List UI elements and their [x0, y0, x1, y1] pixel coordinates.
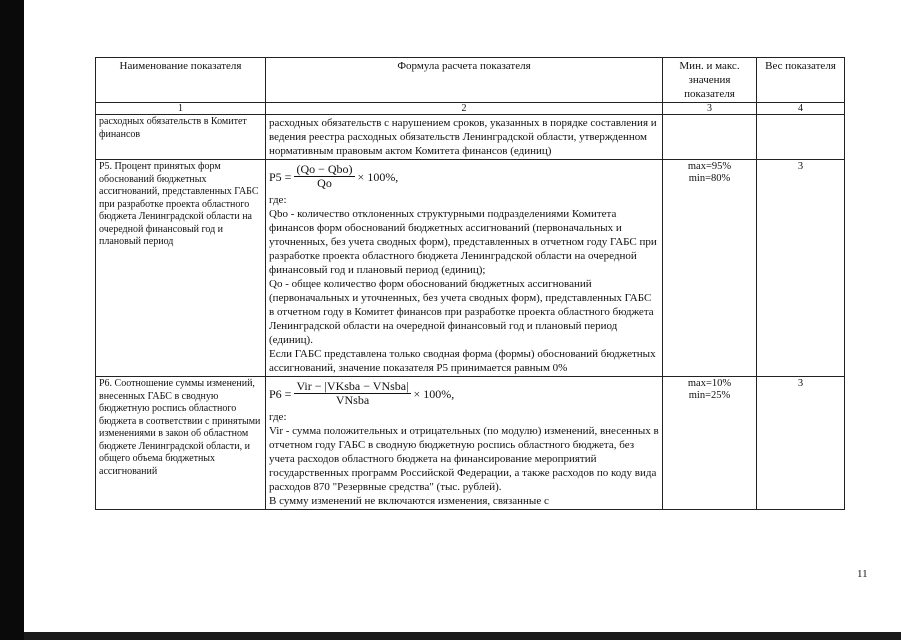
p5-formula-cell	[266, 160, 663, 377]
header-weight: Вес показателя	[757, 58, 845, 103]
header-formula: Формула расчета показателя	[266, 58, 663, 103]
col-num-4: 4	[757, 103, 845, 115]
p5-minmax	[663, 160, 757, 377]
p6-def-cont: В сумму изменений не включаются изменения, связанные с	[269, 495, 549, 507]
p5-def-qo: Qo - общее количество форм обоснований бюджетных ассигнований (первоначальных и уточненных, без учета сводных форм), представленных ГАБС в отчетном году в Комитет финансов при разработке проекта областного бюджета Ленинградской области на очередной финансовый год и плановый период (единиц).	[269, 278, 654, 346]
indicators-table	[95, 57, 845, 510]
p6-formula	[269, 380, 659, 407]
p5-where: где:	[269, 194, 287, 206]
p6-weight: 3	[757, 377, 845, 510]
col-num-1: 1	[96, 103, 266, 115]
p5-numerator: (Qo − Qbo)	[296, 162, 353, 176]
p6-name: Р6. Соотношение суммы изменений, внесенных ГАБС в сводную бюджетную роспись областного бюджета в соответствии с принятыми изменениями в закон об областном бюджете Ленинградской области, и общего объема бюджетных ассигнований	[96, 377, 266, 510]
p6-min: min=25%	[688, 390, 731, 401]
table-row	[96, 115, 845, 160]
p5-denominator: Qo	[317, 176, 332, 190]
scan-edge-left	[0, 0, 24, 640]
p6-formula-lhs: P6 =	[269, 386, 292, 401]
p6-formula-cell	[266, 377, 663, 510]
col-num-3: 3	[663, 103, 757, 115]
page-number: 11	[857, 568, 868, 580]
p5-formula	[269, 163, 659, 190]
p6-max: max=10%	[687, 378, 732, 389]
p5-max: max=95%	[687, 161, 732, 172]
table-row	[96, 160, 845, 377]
p5-formula-lhs: P5 =	[269, 169, 292, 184]
p6-denominator: VNsba	[335, 393, 370, 407]
p6-minmax	[663, 377, 757, 510]
row-cont-formula: расходных обязательств с нарушением сроков, указанных в порядке составления и ведения реестра расходных обязательств Ленинградской области, утвержденном нормативным правовым актом Комитета финансов (единиц)	[266, 115, 663, 160]
p6-def-vir: Vir - сумма положительных и отрицательных (по модулю) изменений, внесенных в отчетном году ГАБС в сводную бюджетную роспись областного бюджета, без учета расходов областного бюджета на финансирование мероприятий государственных программ Российской Федерации, а также расходов по коду вида расходов 870 "Резервные средства" (тыс. рублей).	[269, 425, 659, 493]
scan-edge-bottom	[24, 632, 901, 640]
table-row	[96, 377, 845, 510]
p6-where: где:	[269, 411, 287, 423]
header-row	[96, 58, 845, 103]
p5-note: Если ГАБС представлена только сводная форма (формы) обоснований бюджетных ассигнований, значение показателя Р5 принимается равным 0%	[269, 348, 656, 374]
p5-def-qbo: Qbo - количество отклоненных структурными подразделениями Комитета финансов форм обоснований бюджетных ассигнований (первоначальных и уточненных, без учета сводных форм), представленных в отчетном году ГАБС при разработке проекта областного бюджета Ленинградской области на очередной финансовый год и плановый период (единиц);	[269, 208, 657, 276]
column-number-row	[96, 103, 845, 115]
p5-min: min=80%	[688, 173, 731, 184]
p5-name: Р5. Процент принятых форм обоснований бюджетных ассигнований, представленных ГАБС при разработке проекта областного бюджета Ленинградской области на очередной финансовый год и плановый период	[96, 160, 266, 377]
p6-numerator: Vir − |VKsba − VNsba|	[296, 379, 409, 393]
row-cont-name: расходных обязательств в Комитет финансов	[96, 115, 266, 160]
p6-formula-tail: × 100%,	[413, 386, 455, 401]
header-name: Наименование показателя	[96, 58, 266, 103]
header-minmax: Мин. и макс. значения показателя	[663, 58, 757, 103]
col-num-2: 2	[266, 103, 663, 115]
p5-weight: 3	[757, 160, 845, 377]
p5-formula-tail: × 100%,	[357, 169, 399, 184]
